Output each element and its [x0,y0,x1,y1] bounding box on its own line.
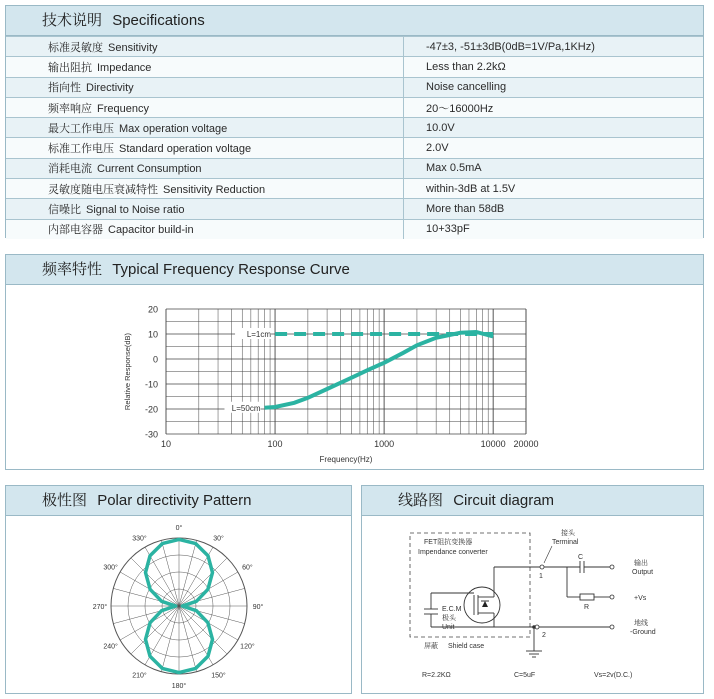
spec-label [6,158,404,178]
x-tick-label: 100 [267,439,283,449]
circuit-title-en: Circuit diagram [453,492,555,509]
fet-label-zh: FET阻抗变换器 [424,539,473,546]
polar-angle-label: 60° [242,564,253,572]
polar-angle-label: 150° [211,672,226,680]
spec-label-en: Sensitivity Reduction [163,183,266,196]
spec-label [6,179,404,199]
junction-dot [532,625,536,629]
ground-label-zh: 地线 [634,620,648,627]
ecm-label-zh: 极头 [442,615,456,622]
polar-angle-label: 120° [240,643,255,651]
polar-panel [5,485,352,694]
frequency-response-chart [6,284,703,469]
res-label: R [584,604,590,611]
polar-angle-label: 210° [132,672,147,680]
spec-row [6,97,703,117]
polar-angle-label: 240° [103,643,118,651]
spec-label-zh: 信噪比 [48,203,81,217]
spec-label [6,77,404,97]
spec-label-zh: 输出阻抗 [48,60,92,74]
specifications-header [6,6,703,36]
cap-label: C [578,554,584,561]
spec-label [6,57,404,77]
spec-label-zh: 灵敏度随电压衰减特性 [48,182,158,196]
specifications-panel [5,5,704,238]
spec-label [6,199,404,219]
spec-label [6,219,404,239]
spec-row [6,158,703,178]
y-tick-label: 20 [147,304,158,315]
spec-label-en: Directivity [86,82,134,95]
x-tick-label: 10 [160,439,172,449]
circuit-header [362,486,703,516]
specifications-title-en: Specifications [112,12,205,29]
circuit-title-zh: 线路图 [398,491,444,509]
spec-value: -47±3, -51±3dB(0dB=1V/Pa,1KHz) [404,37,704,57]
polar-angle-label: 270° [92,604,108,611]
spec-row [6,57,703,77]
x-tick-label: 10000 [480,439,506,449]
spec-label-en: Current Consumption [97,163,202,176]
note-c: C=5uF [514,672,536,679]
spec-label [6,97,404,117]
spec-value: 10.0V [404,118,704,138]
polar-angle-label: 0° [175,525,183,532]
spec-value: within-3dB at 1.5V [404,179,704,199]
y-tick-label: -10 [144,379,158,390]
pin-1-label: 1 [539,573,543,580]
frequency-panel [5,254,704,470]
polar-pattern-chart [6,515,351,693]
polar-title-zh: 极性图 [42,491,88,509]
spec-label [6,37,404,57]
terminal-pointer [544,546,552,563]
terminal-1 [540,565,544,569]
spec-label-en: Frequency [97,102,149,115]
x-tick-label: 1000 [374,439,395,449]
series-label: L=1cm [246,330,272,339]
resistor [580,594,594,600]
polar-angle-label: 180° [171,683,187,690]
spec-row [6,219,703,239]
output-label-en: Output [632,569,654,576]
circuit-diagram [362,515,703,693]
polar-angle-label: 330° [132,535,147,543]
vs-terminal [610,595,614,599]
y-tick-label: 10 [147,329,158,340]
x-tick-label: 20000 [513,439,539,449]
spec-label-en: Max operation voltage [119,122,228,135]
output-terminal [610,565,614,569]
spec-label-en: Standard operation voltage [119,143,252,156]
spec-label-zh: 指向性 [48,81,81,95]
note-r: R=2.2KΩ [422,672,451,679]
specifications-table [6,36,703,239]
ecm-label-2: Unit [442,624,455,631]
ground-label-en: -Ground [630,629,656,636]
spec-label-zh: 消耗电流 [48,162,92,176]
ground-terminal [610,625,614,629]
x-axis-label: Frequency(Hz) [319,455,373,464]
spec-row [6,199,703,219]
frequency-title-en: Typical Frequency Response Curve [112,261,350,278]
spec-label-en: Capacitor build-in [108,224,194,237]
spec-row [6,138,703,158]
spec-label-en: Impedance [97,61,152,74]
spec-row [6,179,703,199]
fet-transistor-symbol [464,587,500,623]
polar-header [6,486,351,516]
y-tick-label: 0 [152,354,158,365]
spec-value: Max 0.5mA [404,158,704,178]
polar-angle-label: 90° [252,604,264,611]
pin-2-label: 2 [542,632,546,639]
y-axis-label: Relative Response(dB) [123,332,132,411]
spec-row [6,37,703,57]
spec-label-zh: 频率响应 [48,101,92,115]
note-vs: Vs=2v(D.C.) [594,672,633,679]
spec-label-zh: 标准灵敏度 [48,40,103,54]
spec-label [6,118,404,138]
ecm-label-1: E.C.M [442,606,462,613]
spec-value: More than 58dB [404,199,704,219]
series-label: L=50cm [231,403,261,413]
spec-label-zh: 内部电容器 [48,223,103,237]
fet-label-en: Impendance converter [418,549,488,556]
terminal-label-zh: 接头 [561,530,575,537]
spec-value: Noise cancelling [404,77,704,97]
frequency-grid [166,309,526,434]
vs-label: +Vs [634,595,647,602]
frequency-title-zh: 频率特性 [42,260,103,278]
y-tick-label: -20 [144,404,158,415]
output-label-zh: 输出 [634,560,648,567]
spec-label-zh: 标准工作电压 [48,142,114,156]
spec-value: Less than 2.2kΩ [404,57,704,77]
polar-angle-label: 30° [213,535,224,543]
spec-label-zh: 最大工作电压 [48,121,114,135]
spec-row [6,77,703,97]
circuit-panel [361,485,704,694]
spec-row [6,118,703,138]
specifications-title-zh: 技术说明 [42,11,103,29]
spec-value: 20～16000Hz [404,97,704,117]
polar-grid [111,538,247,674]
shield-label-zh: 屏蔽 [424,643,438,650]
spec-label-en: Signal to Noise ratio [86,204,185,217]
polar-angle-label: 300° [103,564,118,572]
spec-label [6,138,404,158]
shield-label-en: Shield case [448,643,485,650]
spec-value: 2.0V [404,138,704,158]
y-tick-label: -30 [144,429,158,440]
spec-label-en: Sensitivity [108,41,158,54]
spec-value: 10+33pF [404,219,704,239]
polar-title-en: Polar directivity Pattern [97,492,252,509]
fet-diode-symbol [482,601,488,607]
frequency-header [6,255,703,285]
terminal-label-en: Terminal [552,539,579,546]
